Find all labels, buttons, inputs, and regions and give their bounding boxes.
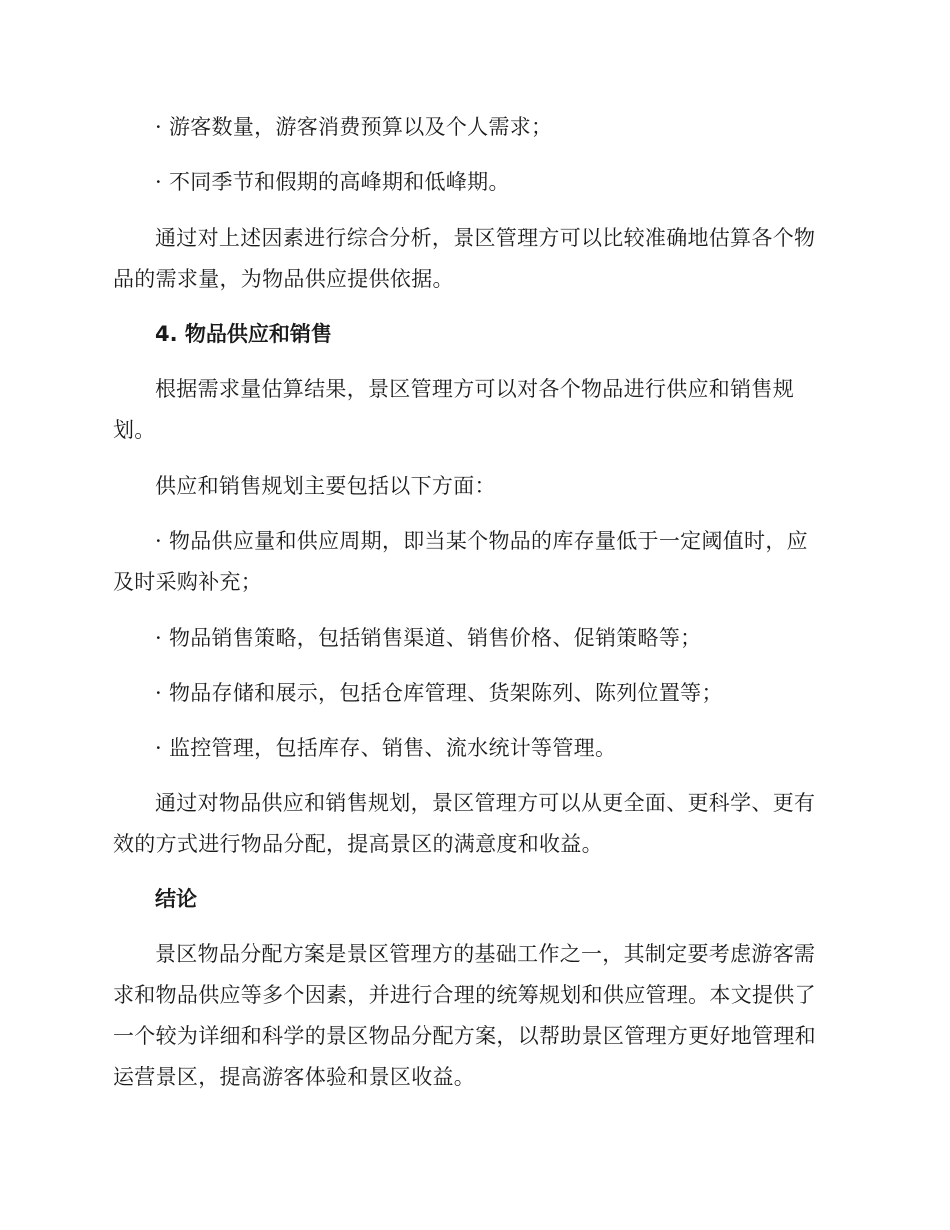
paragraph-conclusion-line-3: 一个较为详细和科学的景区物品分配方案，以帮助景区管理方更好地管理和 <box>113 1024 816 1048</box>
paragraph-conclusion-line-4: 运营景区，提高游客体验和景区收益。 <box>113 1065 476 1089</box>
bullet-visitor-count: · 游客数量，游客消费预算以及个人需求； <box>155 115 553 139</box>
paragraph-analysis-line-2: 品的需求量，为物品供应提供依据。 <box>113 267 454 291</box>
paragraph-conclusion-line-2: 求和物品供应等多个因素，并进行合理的统筹规划和供应管理。本文提供了 <box>113 983 816 1007</box>
paragraph-conclusion-line-1: 景区物品分配方案是景区管理方的基础工作之一，其制定要考虑游客需 <box>155 942 816 966</box>
bullet-sales: · 物品销售策略，包括销售渠道、销售价格、促销策略等； <box>155 626 702 650</box>
paragraph-section4-line-2: 划。 <box>113 418 156 442</box>
section-4-heading: 4. 物品供应和销售 <box>155 322 332 346</box>
conclusion-heading: 结论 <box>155 887 197 911</box>
bullet-storage: · 物品存储和展示，包括仓库管理、货架陈列、陈列位置等； <box>155 681 723 705</box>
paragraph-summary-line-2: 效的方式进行物品分配，提高景区的满意度和收益。 <box>113 832 603 856</box>
bullet-supply-line-2: 及时采购补充； <box>113 570 263 594</box>
bullet-supply-line-1: · 物品供应量和供应周期，即当某个物品的库存量低于一定阈值时，应 <box>155 529 808 553</box>
paragraph-analysis-line-1: 通过对上述因素进行综合分析，景区管理方可以比较准确地估算各个物 <box>155 226 816 250</box>
bullet-seasons: · 不同季节和假期的高峰期和低峰期。 <box>155 170 510 194</box>
paragraph-aspects: 供应和销售规划主要包括以下方面： <box>155 474 496 498</box>
paragraph-section4-line-1: 根据需求量估算结果，景区管理方可以对各个物品进行供应和销售规 <box>155 377 794 401</box>
paragraph-summary-line-1: 通过对物品供应和销售规划，景区管理方可以从更全面、更科学、更有 <box>155 791 816 815</box>
bullet-monitor: · 监控管理，包括库存、销售、流水统计等管理。 <box>155 736 617 760</box>
